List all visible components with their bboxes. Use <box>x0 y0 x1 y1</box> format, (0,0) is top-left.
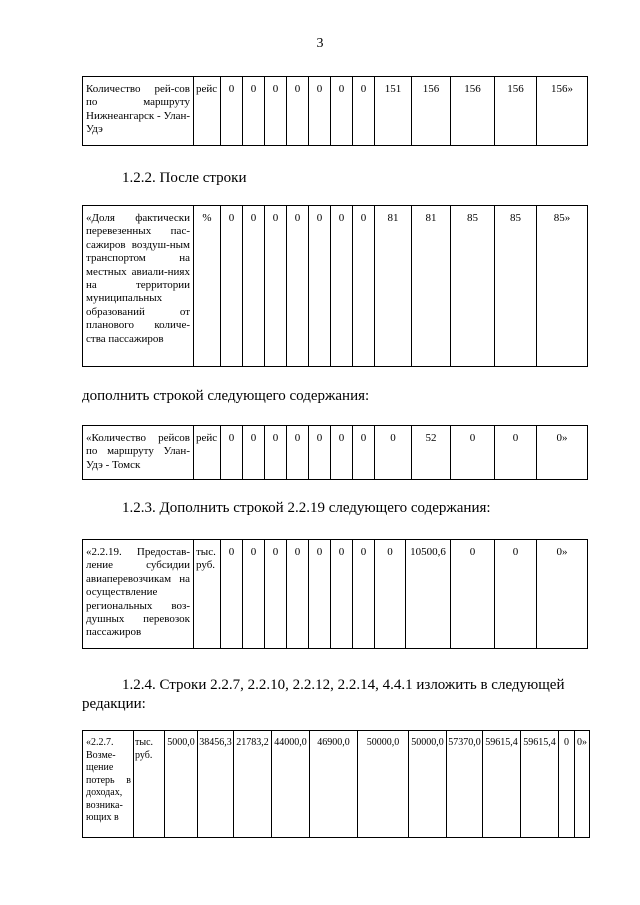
table-cell: 0 <box>221 206 243 367</box>
table-cell: 156 <box>451 77 495 146</box>
table-cell: 0 <box>265 77 287 146</box>
table-cell: 85 <box>495 206 537 367</box>
paragraph-1-2-4: 1.2.4. Строки 2.2.7, 2.2.10, 2.2.12, 2.2.14, 4.4.1 изложить в следующей <box>122 677 565 693</box>
table-cell: 0 <box>287 77 309 146</box>
table-cell: 0 <box>265 540 287 649</box>
table-cell: 0» <box>575 731 590 838</box>
table-cell: 0 <box>221 77 243 146</box>
table-cell: 59615,4 <box>521 731 559 838</box>
table-cell: 0 <box>221 540 243 649</box>
paragraph-1-2-2: 1.2.2. После строки <box>122 170 247 186</box>
table-cell: 0 <box>243 206 265 367</box>
table-cell: 59615,4 <box>483 731 521 838</box>
table-cell: 156 <box>412 77 451 146</box>
table-cell: 0 <box>243 540 265 649</box>
table-cell: 52 <box>412 426 451 480</box>
table-cell: 0 <box>309 206 331 367</box>
row-description: «Доля фактически перевезенных пас-сажиров воздуш-ным транспортом на местных авиали-ниях на территории муниципальных образований от планового количе-ства пассажиров <box>83 206 194 367</box>
row-unit: рейс <box>194 426 221 480</box>
row-description: «2.2.19. Предостав-ление субсидии авиаперевозчикам на осуществление региональных воз-душных перевозок пассажиров <box>83 540 194 649</box>
table-cell: 0 <box>243 77 265 146</box>
table-cell: 81 <box>412 206 451 367</box>
table-cell: 44000,0 <box>272 731 310 838</box>
table-cell: 0 <box>495 426 537 480</box>
table-cell: 0 <box>243 426 265 480</box>
table-row-passenger-share <box>82 205 588 367</box>
table-cell: 0 <box>287 540 309 649</box>
table-cell: 57370,0 <box>447 731 483 838</box>
table-cell: 10500,6 <box>406 540 451 649</box>
table-cell: 0 <box>265 426 287 480</box>
table-cell: 0 <box>353 77 375 146</box>
table-cell: 21783,2 <box>234 731 272 838</box>
table-cell: 0 <box>265 206 287 367</box>
table-cell: 0 <box>331 206 353 367</box>
table-cell: 156» <box>537 77 588 146</box>
page-number: 3 <box>316 36 324 51</box>
table-cell: 0 <box>375 426 412 480</box>
paragraph-1-2-4-cont: редакции: <box>82 696 146 712</box>
table-cell: 0 <box>559 731 575 838</box>
table-cell: 0 <box>309 426 331 480</box>
table-cell: 0 <box>495 540 537 649</box>
row-unit: тыс. руб. <box>134 731 165 838</box>
table-cell: 50000,0 <box>358 731 409 838</box>
row-unit: тыс. руб. <box>194 540 221 649</box>
table-cell: 0 <box>221 426 243 480</box>
paragraph-add-row: дополнить строкой следующего содержания: <box>82 388 370 404</box>
row-unit: рейс <box>194 77 221 146</box>
table-cell: 0 <box>309 77 331 146</box>
table-cell: 50000,0 <box>409 731 447 838</box>
table-cell: 0 <box>451 426 495 480</box>
row-unit: % <box>194 206 221 367</box>
table-cell: 0 <box>353 426 375 480</box>
paragraph-1-2-3: 1.2.3. Дополнить строкой 2.2.19 следующего содержания: <box>122 500 491 516</box>
table-cell: 0 <box>375 540 406 649</box>
table-cell: 0 <box>353 540 375 649</box>
table-cell: 0» <box>537 540 588 649</box>
table-cell: 85» <box>537 206 588 367</box>
table-cell: 0 <box>331 540 353 649</box>
table-cell: 0 <box>287 206 309 367</box>
table-row-nizhneangarsk <box>82 76 588 146</box>
table-cell: 46900,0 <box>310 731 358 838</box>
table-cell: 156 <box>495 77 537 146</box>
table-cell: 0 <box>309 540 331 649</box>
table-cell: 0» <box>537 426 588 480</box>
row-description: «Количество рейсов по маршруту Улан-Удэ - Томск <box>83 426 194 480</box>
table-cell: 0 <box>353 206 375 367</box>
table-cell: 151 <box>375 77 412 146</box>
table-cell: 0 <box>451 540 495 649</box>
table-cell: 38456,3 <box>198 731 234 838</box>
table-cell: 81 <box>375 206 412 367</box>
table-cell: 0 <box>287 426 309 480</box>
table-cell: 85 <box>451 206 495 367</box>
table-row-2-2-7 <box>82 730 590 838</box>
table-row-ulan-ude-tomsk <box>82 425 588 480</box>
table-cell: 0 <box>331 426 353 480</box>
row-description: Количество рей-сов по маршруту Нижнеангарск - Улан-Удэ <box>83 77 194 146</box>
table-cell: 0 <box>331 77 353 146</box>
row-description: «2.2.7. Возме-щение потерь в доходах, возника-ющих в <box>83 731 134 838</box>
table-row-2-2-19 <box>82 539 588 649</box>
table-cell: 5000,0 <box>165 731 198 838</box>
